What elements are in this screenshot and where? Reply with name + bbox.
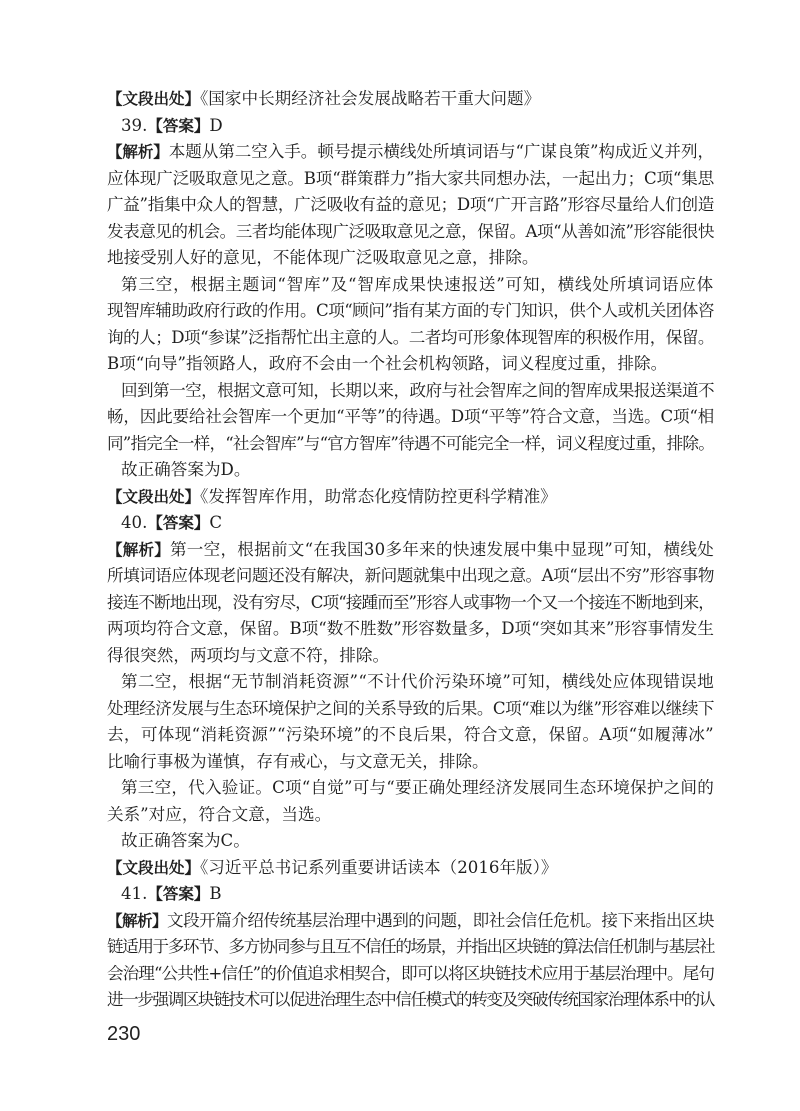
line-text: 处理经济发展与生态环境保护之间的关系导致的后果。C项“难以为继”形容难以继续下	[107, 698, 714, 718]
text-line	[107, 86, 714, 113]
line-text: 第三空，代入验证。C项“自觉”可与“要正确处理经济发展同生态环境保护之间的	[121, 778, 714, 797]
line-text: B	[209, 884, 222, 903]
line-text: 本题从第二空入手。顿号提示横线处所填词语与“广谋良策”构成近义并列，	[168, 142, 714, 161]
line-text: 链适用于多环节、多方协同参与且互不信任的场景，并指出区块链的算法信任机制与基层社	[107, 937, 714, 956]
page-number: 230	[107, 1023, 141, 1045]
line-text: 文段开篇介绍传统基层治理中遇到的问题，即社会信任危机。接下来指出区块	[166, 910, 714, 930]
text-line	[107, 616, 714, 643]
text-line	[107, 775, 714, 802]
section-label: 【解析】	[107, 540, 170, 559]
line-text: 得很突然，两项均与文意不符，排除。	[107, 645, 390, 665]
text-line	[107, 431, 714, 458]
text-line	[107, 272, 714, 299]
section-label: 【解析】	[107, 911, 167, 930]
section-label: 【文段出处】	[107, 487, 201, 506]
section-label: 【文段出处】	[107, 858, 201, 877]
line-text: 进一步强调区块链技术可以促进治理生态中信任模式的转变及突破传统国家治理体系中的认	[107, 990, 714, 1009]
text-line	[107, 643, 714, 670]
line-text: 去，可体现“消耗资源”“污染环境”的不良后果，符合文意，保留。A项“如履薄冰”	[107, 725, 714, 744]
line-text: 地接受别人好的意见，不能体现广泛吸取意见之意，排除。	[107, 248, 539, 267]
line-text: 广益”指集中众人的智慧，广泛吸收有益的意见；D项“广开言路”形容尽量给人们创造	[107, 195, 714, 214]
line-text: 两项均符合文意，保留。B项“数不胜数”形容数量多，D项“突如其来”形容事情发生	[107, 619, 714, 638]
text-line	[107, 325, 714, 352]
section-label: 【解析】	[107, 143, 169, 161]
text-line	[107, 537, 714, 564]
line-text: 第一空，根据前文“在我国30多年来的快速发展中集中显现”可知，横线处	[169, 539, 714, 559]
text-line	[107, 404, 714, 431]
text-line	[107, 987, 714, 1014]
section-label: 【答案】	[147, 116, 210, 135]
text-line	[107, 802, 714, 829]
text-line	[107, 378, 714, 405]
line-text: 同”指完全一样，“社会智库”与“官方智库”待遇不可能完全一样，词义程度过重，排除。	[107, 433, 714, 453]
line-text: 所填词语应体现老问题还没有解决，新问题就集中出现之意。A项“层出不穷”形容事物	[107, 566, 714, 585]
line-text: 关系”对应，符合文意，当选。	[107, 804, 332, 824]
section-label: 【文段出处】	[107, 90, 201, 108]
line-text: 故正确答案为C。	[121, 831, 250, 850]
text-line	[107, 590, 714, 617]
text-line	[107, 828, 714, 855]
text-line	[107, 881, 714, 908]
line-text: 发表意见的机会。三者均能体现广泛吸取意见之意，保留。A项“从善如流”形容能很快	[107, 221, 714, 241]
line-text: 回到第一空，根据文意可知，长期以来，政府与社会智库之间的智库成果报送渠道不	[121, 380, 714, 400]
question-number: 40.	[121, 513, 148, 532]
line-text: 《习近平总书记系列重要讲话读本（2016年版）》	[200, 857, 558, 877]
line-text: B项“向导”指领路人，政府不会由一个社会机构领路，词义程度过重，排除。	[107, 354, 668, 373]
line-text: 第三空，根据主题词“智库”及“智库成果快速报送”可知，横线处所填词语应体	[121, 274, 714, 294]
document-body	[107, 86, 714, 1014]
text-line	[107, 908, 714, 935]
text-line	[107, 934, 714, 961]
text-line	[107, 166, 714, 193]
line-text: 会治理“公共性+信任”的价值追求相契合，即可以将区块链技术应用于基层治理中。尾句	[107, 963, 714, 983]
line-text: 比喻行事极为谨慎，存有戒心，与文意无关，排除。	[107, 751, 489, 771]
question-number: 41.	[121, 884, 148, 903]
text-line	[107, 245, 714, 272]
line-text: 故正确答案为D。	[121, 460, 251, 479]
line-text: 第二空，根据“无节制消耗资源”“不计代价污染环境”可知，横线处应体现错误地	[121, 672, 714, 691]
text-line	[107, 219, 714, 246]
line-text: 《发挥智库作用，助常态化疫情防控更科学精准》	[200, 486, 557, 506]
text-line	[107, 696, 714, 723]
text-line	[107, 722, 714, 749]
line-text: 询的人；D项“参谋”泛指帮忙出主意的人。二者均可形象体现智库的积极作用，保留。	[107, 327, 714, 347]
text-line	[107, 113, 714, 140]
question-number: 39.	[121, 115, 148, 135]
line-text: 《国家中长期经济社会发展战略若干重大问题》	[200, 89, 541, 108]
text-line	[107, 192, 714, 219]
line-text: D	[209, 115, 223, 135]
text-line	[107, 510, 714, 537]
text-line	[107, 855, 714, 882]
text-line	[107, 961, 714, 988]
text-line	[107, 298, 714, 325]
text-line	[107, 484, 714, 511]
section-label: 【答案】	[147, 514, 210, 532]
text-line	[107, 457, 714, 484]
line-text: 畅，因此要给社会智库一个更加“平等”的待遇。D项“平等”符合文意，当选。C项“相	[107, 407, 714, 426]
text-line	[107, 139, 714, 166]
line-text: 应体现广泛吸取意见之意。B项“群策群力”指大家共同想办法，一起出力；C项“集思	[107, 168, 714, 188]
line-text: 接连不断地出现，没有穷尽，C项“接踵而至”形容人或事物一个又一个接连不断地到来，	[107, 592, 714, 612]
text-line	[107, 351, 714, 378]
text-line	[107, 563, 714, 590]
line-text: C	[209, 513, 223, 532]
section-label: 【答案】	[147, 885, 210, 903]
line-text: 现智库辅助政府行政的作用。C项“顾问”指有某方面的专门知识，供个人或机关团体咨	[107, 301, 714, 320]
text-line	[107, 749, 714, 776]
text-line	[107, 669, 714, 696]
